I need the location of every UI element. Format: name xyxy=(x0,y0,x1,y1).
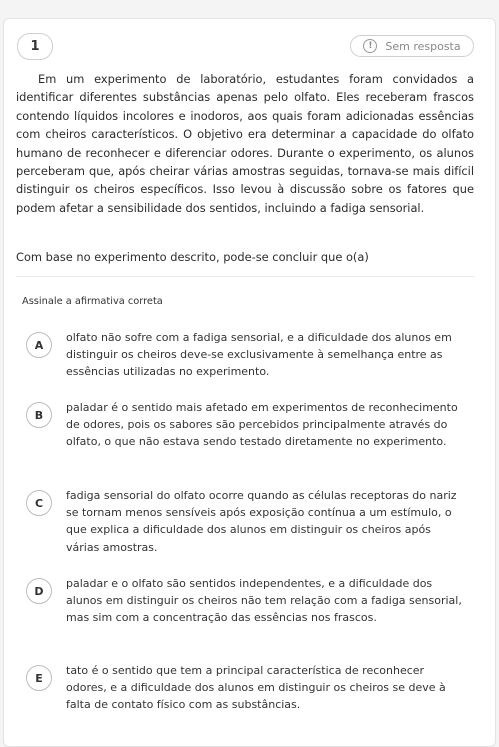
option-letter-badge[interactable]: C xyxy=(26,490,52,516)
instruction-text: Assinale a afirmativa correta xyxy=(22,296,163,307)
option-text: olfato não sofre com a fadiga sensorial, e a dificuldade dos alunos em distinguir os cheiros deve-se exclusivamente à semelhança entre as essências utilizadas no experimento. xyxy=(66,331,452,379)
option-letter-badge[interactable]: E xyxy=(26,665,52,691)
option-text: tato é o sentido que tem a principal característica de reconhecer odores, e a dificuldade dos alunos em distinguir os cheiros se deve à falta de contato físico com as substâncias. xyxy=(66,664,446,712)
question-number: 1 xyxy=(17,33,53,60)
divider xyxy=(16,276,474,277)
option-letter-badge[interactable]: D xyxy=(26,578,52,604)
option-text: fadiga sensorial do olfato ocorre quando as células receptoras do nariz se tornam menos sensíveis após exposição contínua a um estímulo, o que explica a dificuldade dos alunos em distinguir os cheiros após várias amostras. xyxy=(66,489,457,554)
option-text: paladar e o olfato são sentidos independentes, e a dificuldade dos alunos em distinguir os cheiros não tem relação com a fadiga sensorial, mas sim com a concentração das essências nos frascos. xyxy=(66,577,462,625)
status-label: Sem resposta xyxy=(385,39,461,53)
question-statement: Em um experimento de laboratório, estudantes foram convidados a identificar diferentes substâncias apenas pelo olfato. Eles receberam frascos contendo líquidos incolores e inodoros, aos quais foram adicionadas essências com cheiros característicos. O objetivo era determinar a capacidade do olfato humano de reconhecer e diferenciar odores. Durante o experimento, os alunos perceberam que, após cheirar várias amostras seguidas, tornava-se mais difícil distinguir os cheiros específicos. Isso levou à discussão sobre os fatores que podem afetar a sensibilidade dos sentidos, incluindo a fadiga sensorial. xyxy=(16,72,474,215)
status-badge xyxy=(350,35,474,57)
info-icon: ! xyxy=(363,39,377,53)
option-letter-badge[interactable]: B xyxy=(26,402,52,428)
option-text: paladar é o sentido mais afetado em experimentos de reconhecimento de odores, pois os sabores são percebidos principalmente através do olfato, o que não estava sendo testado diretamente no experimento. xyxy=(66,401,458,449)
option-letter-badge[interactable]: A xyxy=(26,332,52,358)
question-prompt: Com base no experimento descrito, pode-se concluir que o(a) xyxy=(16,250,369,264)
